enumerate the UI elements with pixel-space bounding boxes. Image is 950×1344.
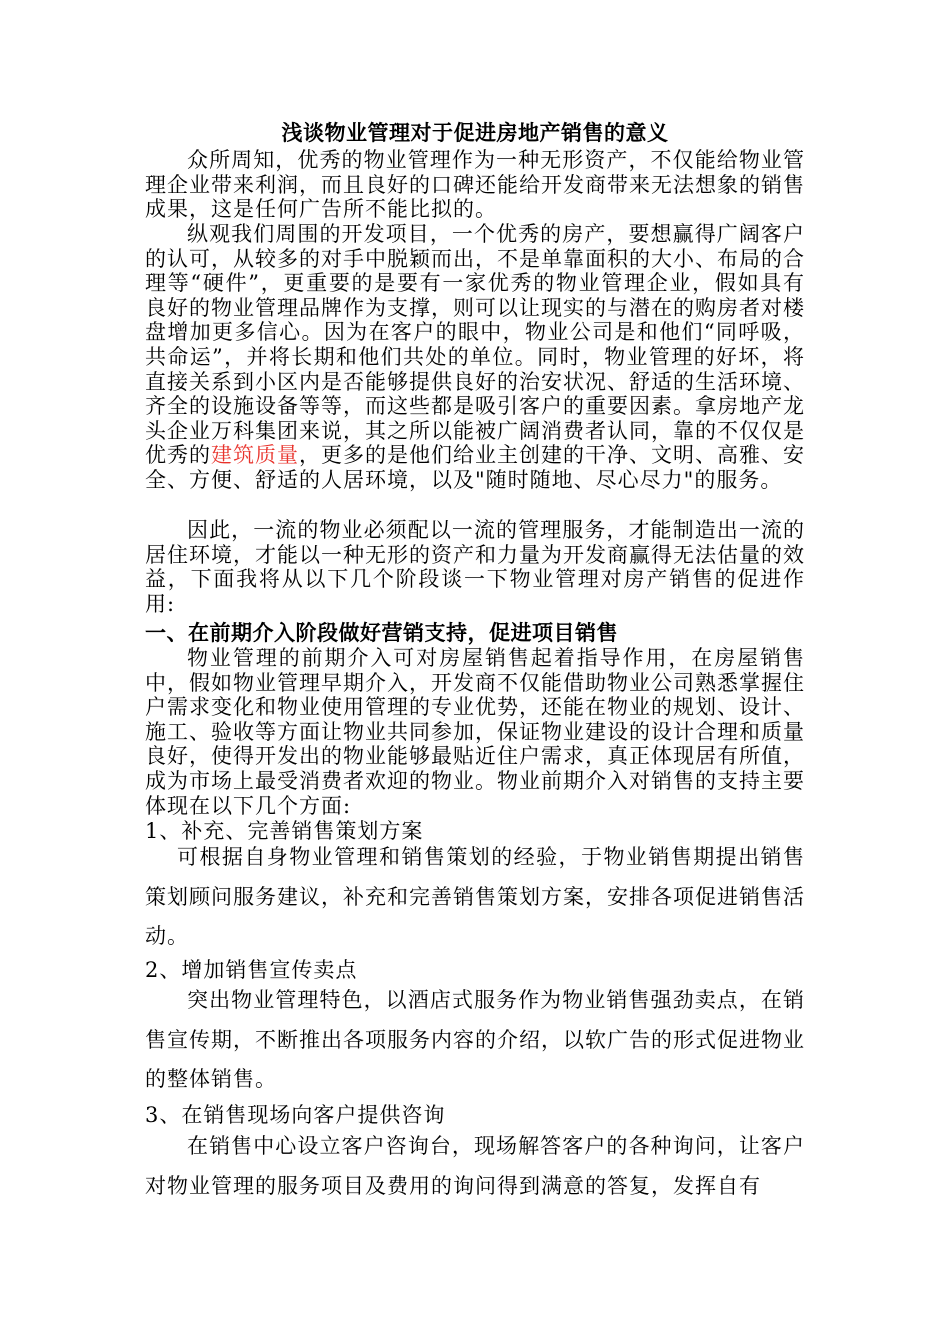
paragraph-conclusion-intro: 因此，一流的物业必须配以一流的管理服务，才能制造出一流的居住环境，才能以一种无形的资产和力量为开发商赢得无法估量的效益，下面我将从以下几个阶段谈一下物业管理对房产销售的促进作用: (145, 518, 805, 616)
paragraph-text: ，更多的是他们给业主创建的干净、文明、高雅、安全、方便、舒适的人居环境，以及"随时随地、尽心尽力"的服务。 (145, 443, 805, 492)
paragraph-text: 纵观我们周围的开发项目，一个优秀的房产，要想赢得广阔客户的认可，从较多的对手中脱颖而出，不是单靠面积的大小、布局的合理等“硬件”，更重要的是要有一家优秀的物业管理企业，假如具有良好的物业管理品牌作为支撑，则可以让现实的与潜在的购房者对楼盘增加更多信心。因为在客户的眼中，物业公司是和他们“同呼吸，共命运”，并将长期和他们共处的单位。同时，物业管理的好坏，将直接关系到小区内是否能够提供良好的治安状况、舒适的生活环境、齐全的设施设备等等，而这些都是吸引客户的重要因素。拿房地产龙头企业万科集团来说，其之所以能被广阔消费者认同，靠的不仅仅是优秀的 (145, 222, 805, 468)
paragraph-intro: 众所周知，优秀的物业管理作为一种无形资产，不仅能给物业管理企业带来利润，而且良好的口碑还能给开发商带来无法想象的销售成果，这是任何广告所不能比拟的。 (145, 148, 805, 222)
item-text-1: 可根据自身物业管理和销售策划的经验，于物业销售期提出销售策划顾问服务建议，补充和完善销售策划方案，安排各项促进销售活动。 (145, 845, 805, 948)
item-heading-1: 1、补充、完善销售策划方案 (145, 819, 424, 843)
paragraph-early-involvement: 物业管理的前期介入可对房屋销售起着指导作用，在房屋销售中，假如物业管理早期介入，开发商不仅能借助物业公司熟悉掌握住户需求变化和物业使用管理的专业优势，还能在物业的规划、设计、施工、验收等方面让物业共同参加，保证物业建设的设计合理和质量良好，使得开发出的物业能够最贴近住户需求，真正体现居有所值，成为市场上最受消费者欢迎的物业。物业前期介入对销售的支持主要体现在以下几个方面: (145, 646, 805, 818)
item-text-2: 突出物业管理特色，以酒店式服务作为物业销售强劲卖点，在销售宣传期，不断推出各项服务内容的介绍，以软广告的形式促进物业的整体销售。 (145, 988, 805, 1091)
highlighted-phrase: 建筑质量 (211, 443, 299, 468)
item-text-3: 在销售中心设立客户咨询台，现场解答客户的各种询问，让客户对物业管理的服务项目及费用的询问得到满意的答复，发挥自有 (145, 1134, 805, 1198)
section-heading: 一、在前期介入阶段做好营销支持，促进项目销售 (145, 620, 618, 645)
item-heading-2: 2、增加销售宣传卖点 (145, 958, 358, 982)
document-title: 浅谈物业管理对于促进房地产销售的意义 (281, 120, 669, 145)
paragraph-development-projects (145, 222, 805, 493)
item-heading-3: 3、在销售现场向客户提供咨询 (145, 1103, 446, 1127)
